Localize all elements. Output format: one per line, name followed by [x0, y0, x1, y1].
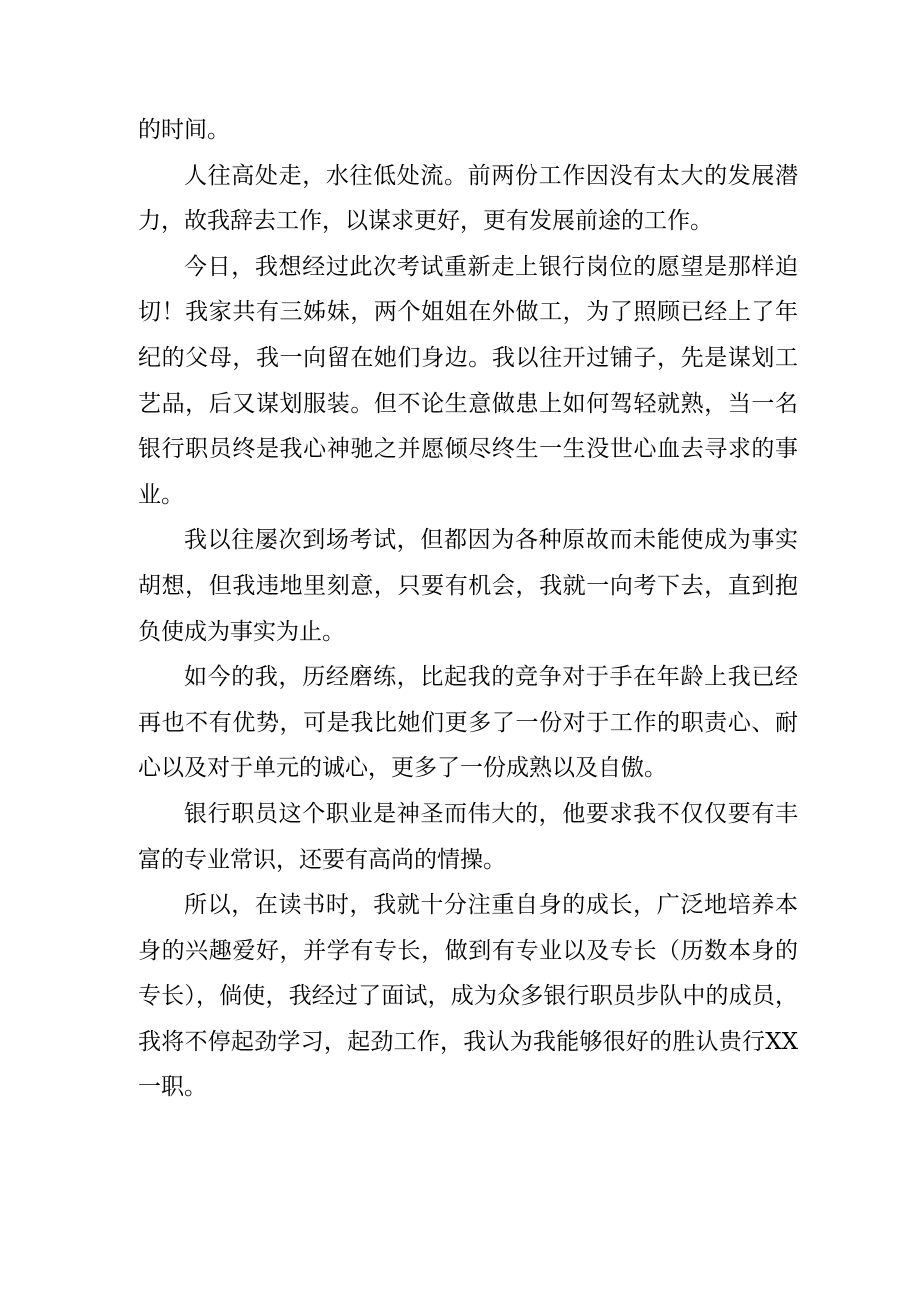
paragraph-3: 今日，我想经过此次考试重新走上银行岗位的愿望是那样迫切！我家共有三姊妹，两个姐姐在外做工，为了照顾已经上了年纪的父母，我一向留在她们身边。我以往开过铺子，先是谋划工艺品，后又谋划服装。但不论生意做患上如何驾轻就熟，当一名银行职员终是我心神驰之并愿倾尽终生一生没世心血去寻求的事业。	[138, 253, 798, 508]
paragraph-2: 人往高处走，水往低处流。前两份工作因没有太大的发展潜力，故我辞去工作，以谋求更好，更有发展前途的工作。	[138, 162, 798, 235]
paragraph-7: 所以，在读书时，我就十分注重自身的成长，广泛地培养本身的兴趣爱好，并学有专长，做到有专业以及专长（历数本身的专长），倘使，我经过了面试，成为众多银行职员步队中的成员，我将不停起劲学习，起劲工作，我认为我能够很好的胜认贵行XX一职。	[138, 892, 798, 1101]
paragraph-6: 银行职员这个职业是神圣而伟大的，他要求我不仅仅要有丰富的专业常识，还要有高尚的情操。	[138, 800, 798, 873]
paragraph-4: 我以往屡次到场考试，但都因为各种原故而未能使成为事实胡想，但我违地里刻意，只要有机会，我就一向考下去，直到抱负使成为事实为止。	[138, 527, 798, 645]
document-body	[138, 108, 798, 1111]
paragraph-1: 的时间。	[138, 117, 230, 143]
paragraph-5: 如今的我，历经磨练，比起我的竞争对于手在年龄上我已经再也不有优势，可是我比她们更多了一份对于工作的职责心、耐心以及对于单元的诚心，更多了一份成熟以及自傲。	[138, 664, 798, 782]
